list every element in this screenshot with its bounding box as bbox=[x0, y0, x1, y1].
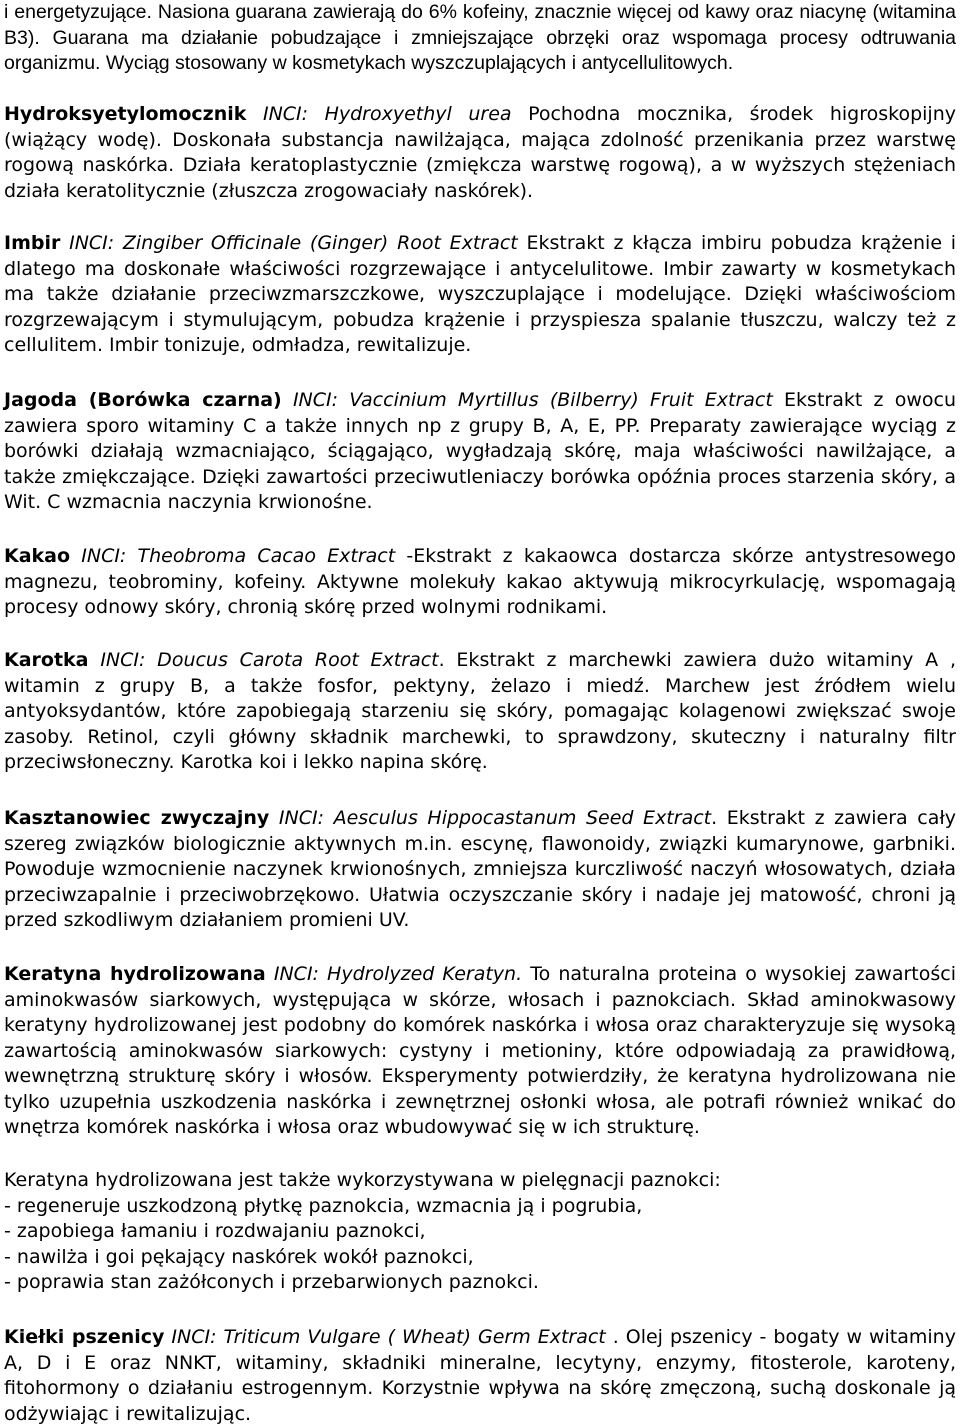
paragraph-imbir bbox=[4, 231, 956, 359]
paragraph-text: Ekstrakt z owocu zawiera sporo witaminy C a także innych np z grupy B, A, E, PP. Preparaty zawierające wyciąg z borówki działają wzmacniająco, ściągająco, wygładzają skórę, maja właściwości nawilżające, a także zmiękczające. Dzięki zawartości przeciwutleniaczy borówka opóźnia proces starzenia skóry, a Wit. C wzmacnia naczynia krwionośne. bbox=[4, 389, 956, 513]
inci-name: INCI: Hydrolyzed Keratyn. bbox=[273, 963, 523, 985]
inci-name: INCI: Vaccinium Myrtillus (Bilberry) Fruit Extract bbox=[292, 389, 773, 411]
inci-name: INCI: Zingiber Officinale (Ginger) Root Extract bbox=[69, 232, 518, 254]
inci-name: INCI: Aesculus Hippocastanum Seed Extract bbox=[278, 807, 712, 829]
ingredient-name: Keratyna hydrolizowana bbox=[4, 963, 266, 985]
paragraph-guarana-continuation bbox=[4, 0, 956, 77]
paragraph-karotka bbox=[4, 648, 956, 776]
paragraph-text: . Ekstrakt z marchewki zawiera dużo witaminy A , witamin z grupy B, a także fosfor, pektyny, żelazo i miedź. Marchew jest źródłem wielu antyoksydantów, które zapobiegają starzeniu się skóry, pomagając kolagenowi zwiększać swoje zasoby. Retinol, czyli główny składnik marchewki, to sprawdzony, skuteczny i naturalny filtr przeciwsłoneczny. Karotka koi i lekko napina skórę. bbox=[4, 649, 956, 773]
paragraph-text: To naturalna proteina o wysokiej zawartości aminokwasów siarkowych, występująca w skórze, włosach i paznokciach. Skład aminokwasowy keratyny hydrolizowanej jest podobny do komórek naskórka i włosa oraz charakteryzuje się wysoką zawartością aminokwasów siarkowych: cystyny i metioniny, które odpowiadają za prawidłową, wewnętrzną strukturę skóry i włosów. Eksperymenty potwierdziły, że keratyna hydrolizowana nie tylko uzupełnia uszkodzenia naskórka i zewnętrznej osłonki włosa, ale potrafi również wnikać do wnętrza komórek naskórka i włosa oraz wbudowywać się w ich strukturę. bbox=[4, 963, 956, 1138]
paragraph-text: . Ekstrakt z zawiera cały szereg związków biologicznie aktywnych m.in. escynę, flawonoidy, związki kumarynowe, garbniki. Powoduje wzmocnienie naczynek krwionośnych, zmniejsza kurczliwość naczyń włosowatych, działa przeciwzapalnie i przeciwobrzękowo. Ułatwia oczyszczanie skóry i nadaje jej matowość, chroni ją przed szkodliwym działaniem promieni UV. bbox=[4, 807, 957, 931]
paragraph-jagoda bbox=[4, 388, 956, 516]
paragraph-keratyna bbox=[4, 962, 956, 1141]
paragraph-text: i energetyzujące. Nasiona guarana zawierają do 6% kofeiny, znacznie więcej od kawy oraz niacynę (witamina B3). Guarana ma działanie pobudzające i zmniejszające obrzęki oraz wspomaga procesy odtruwania organizmu. Wyciąg stosowany w kosmetykach wyszczuplających i antycellulitowych. bbox=[4, 1, 956, 74]
paragraph-keratyna-paznokcie bbox=[4, 1168, 956, 1296]
inci-name: INCI: Hydroxyethyl urea bbox=[262, 103, 512, 125]
paragraph-kasztanowiec bbox=[4, 806, 956, 934]
list-intro: Keratyna hydrolizowana jest także wykorzystywana w pielęgnacji paznokci: bbox=[4, 1169, 721, 1191]
ingredient-name: Kakao bbox=[4, 545, 71, 567]
ingredient-name: Hydroksyetylomocznik bbox=[4, 103, 247, 125]
inci-name: INCI: Triticum Vulgare ( Wheat) Germ Extract bbox=[171, 1326, 606, 1348]
paragraph-text: -Ekstrakt z kakaowca dostarcza skórze antystresowego magnezu, teobrominy, kofeiny. Aktywne molekuły kakao aktywują mikrocyrkulację, wspomagają procesy odnowy skóry, chronią skórę przed wolnymi rodnikami. bbox=[4, 545, 956, 618]
ingredient-name: Imbir bbox=[4, 232, 61, 254]
paragraph-text: Pochodna mocznika, środek higroskopijny (wiążący wodę). Doskonała substancja nawilżająca, mająca zdolność przenikania przez warstwę rogową naskórka. Działa keratoplastycznie (zmiękcza warstwę rogową), a w wyższych stężeniach działa keratolitycznie (złuszcza zrogowaciały naskórek). bbox=[4, 103, 956, 202]
list-item: - zapobiega łamaniu i rozdwajaniu paznokci, bbox=[4, 1220, 426, 1242]
paragraph-kakao bbox=[4, 544, 956, 621]
ingredient-name: Karotka bbox=[4, 649, 89, 671]
paragraph-text: Ekstrakt z kłącza imbiru pobudza krążenie i dlatego ma doskonałe właściwości rozgrzewające i antycelulitowe. Imbir zawarty w kosmetykach ma także działanie przeciwzmarszczkowe, wyszczuplające i modelujące. Dzięki właściwościom rozgrzewającym i stymulującym, pobudza krążenie i przyspiesza spalanie tłuszczu, walczy też z cellulitem. Imbir tonizuje, odmładza, rewitalizuje. bbox=[4, 232, 957, 356]
ingredient-name: Jagoda (Borówka czarna) bbox=[4, 389, 282, 411]
paragraph-hydroksyetylomocznik bbox=[4, 102, 956, 204]
paragraph-kielki-pszenicy bbox=[4, 1325, 956, 1427]
ingredient-name: Kasztanowiec zwyczajny bbox=[4, 807, 270, 829]
paragraph-text: . Olej pszenicy - bogaty w witaminy A, D i E oraz NNKT, witaminy, składniki mineralne, lecytyny, enzymy, fitosterole, karoteny, fitohormony o działaniu estrogennym. Korzystnie wpływa na skórę zmęczoną, suchą doskonale ją odżywiając i rewitalizując. bbox=[4, 1326, 956, 1425]
list-item: - poprawia stan zażółconych i przebarwionych paznokci. bbox=[4, 1271, 539, 1293]
list-item: - regeneruje uszkodzoną płytkę paznokcia, wzmacnia ją i pogrubia, bbox=[4, 1194, 643, 1217]
list-item: - nawilża i goi pękający naskórek wokół paznokci, bbox=[4, 1245, 474, 1268]
ingredient-name: Kiełki pszenicy bbox=[4, 1326, 165, 1348]
inci-name: INCI: Doucus Carota Root Extract bbox=[100, 649, 439, 671]
inci-name: INCI: Theobroma Cacao Extract bbox=[81, 545, 396, 567]
